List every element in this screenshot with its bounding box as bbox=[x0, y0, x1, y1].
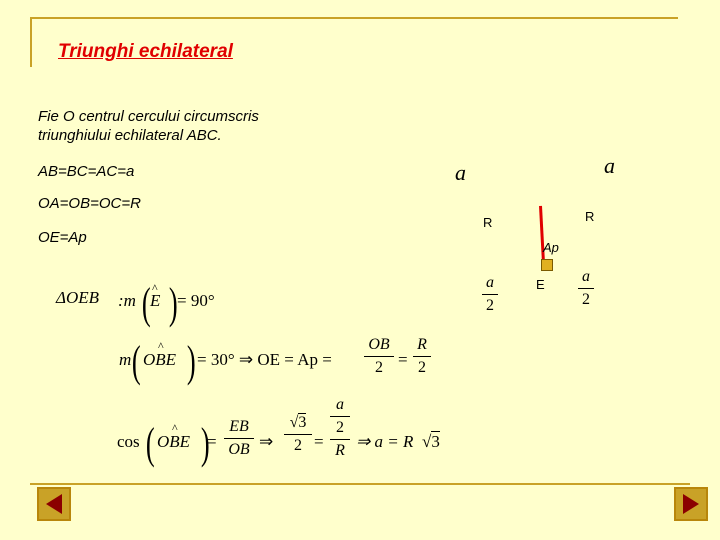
eq2-fraction-ob-2 bbox=[364, 336, 394, 377]
eq3-sqrt-last-value: 3 bbox=[431, 432, 440, 451]
eq2-angle: OBE bbox=[143, 350, 177, 369]
right-angle-marker bbox=[541, 259, 553, 271]
eq3-nested-fraction bbox=[330, 396, 350, 460]
eq3-sqrt-numerator bbox=[290, 413, 307, 431]
text-line-2: triunghiului echilateral ABC. bbox=[38, 127, 222, 144]
eq3-paren-close: ) bbox=[200, 419, 210, 468]
half-side-fraction-left bbox=[482, 274, 498, 315]
figure-label-ap: Ap bbox=[543, 240, 559, 255]
eq3-nested-numerator: a bbox=[336, 396, 344, 413]
sqrt-sign-last: √ bbox=[422, 432, 432, 451]
figure-label-a-left: a bbox=[455, 160, 466, 185]
eq3-sqrt-last bbox=[422, 432, 440, 452]
text-line-5: OE=Ap bbox=[38, 229, 87, 246]
text-line-1: Fie O centrul cercului circumscris bbox=[38, 108, 259, 125]
right-triangle-icon bbox=[681, 493, 701, 515]
eq2-middle: = 30° ⇒ OE = Ap = bbox=[197, 350, 332, 369]
half-left-numerator: a bbox=[486, 274, 494, 291]
eq1-measure: :m bbox=[118, 291, 136, 310]
eq3-implies-1: ⇒ bbox=[259, 432, 274, 451]
eq3-sqrt-value: 3 bbox=[298, 414, 307, 431]
next-slide-button[interactable] bbox=[674, 487, 708, 521]
text-line-4: OA=OB=OC=R bbox=[38, 195, 141, 212]
half-right-denominator: 2 bbox=[582, 291, 590, 308]
eq3-sqrt-denominator: 2 bbox=[294, 437, 302, 454]
eq3-nested-denominator: 2 bbox=[336, 419, 344, 436]
eq3-equals-2: = bbox=[314, 432, 324, 451]
eq3-angle: OBE bbox=[157, 432, 191, 451]
eq3-fraction-sqrt3-2 bbox=[284, 414, 312, 455]
eq2-f1-denominator: 2 bbox=[375, 359, 383, 376]
figure-label-r-right: R bbox=[585, 209, 595, 224]
eq3-cos: cos bbox=[117, 432, 140, 451]
sqrt-sign: √ bbox=[289, 414, 299, 431]
eq3-result: ⇒ a = R bbox=[356, 432, 414, 451]
eq2-fraction-r-2 bbox=[413, 336, 431, 377]
eq2-equals: = bbox=[398, 350, 408, 369]
eq3-fraction-eb-ob bbox=[224, 418, 254, 459]
half-side-fraction-right bbox=[578, 268, 594, 309]
eq1-angle: E bbox=[150, 291, 161, 310]
eq3-nested-bottom: R bbox=[335, 442, 345, 459]
top-border-line bbox=[30, 17, 678, 19]
left-triangle-icon bbox=[44, 493, 64, 515]
eq3-equals-1: = bbox=[207, 432, 217, 451]
eq2-paren-open: ( bbox=[131, 337, 141, 386]
eq1-hat: ^ bbox=[152, 281, 158, 295]
eq3-hat: ^ bbox=[172, 421, 178, 435]
eq2-m: m bbox=[119, 350, 132, 369]
bottom-border-line bbox=[30, 483, 690, 485]
half-left-denominator: 2 bbox=[486, 297, 494, 314]
eq2-paren-close: ) bbox=[186, 337, 196, 386]
eq3-paren-open: ( bbox=[145, 419, 155, 468]
eq2-f2-numerator: R bbox=[417, 336, 427, 353]
eq2-f1-numerator: OB bbox=[368, 336, 390, 353]
eq3-f1-numerator: EB bbox=[229, 418, 249, 435]
previous-slide-button[interactable] bbox=[37, 487, 71, 521]
slide-title: Triunghi echilateral bbox=[58, 41, 233, 62]
eq1-triangle-name: ΔOEB bbox=[56, 288, 100, 307]
equation-1 bbox=[56, 288, 99, 308]
text-line-3: AB=BC=AC=a bbox=[38, 163, 135, 180]
eq2-hat: ^ bbox=[158, 339, 164, 353]
figure-label-e: E bbox=[536, 277, 545, 292]
eq2-f2-denominator: 2 bbox=[418, 359, 426, 376]
figure-label-r-left: R bbox=[483, 215, 493, 230]
half-right-numerator: a bbox=[582, 268, 590, 285]
figure-label-a-right: a bbox=[604, 153, 615, 178]
eq1-paren-open: ( bbox=[141, 279, 151, 328]
left-border-line bbox=[30, 17, 32, 67]
eq1-value: = 90° bbox=[177, 291, 215, 310]
eq1-paren-close: ) bbox=[168, 279, 178, 328]
eq3-f1-denominator: OB bbox=[228, 441, 250, 458]
